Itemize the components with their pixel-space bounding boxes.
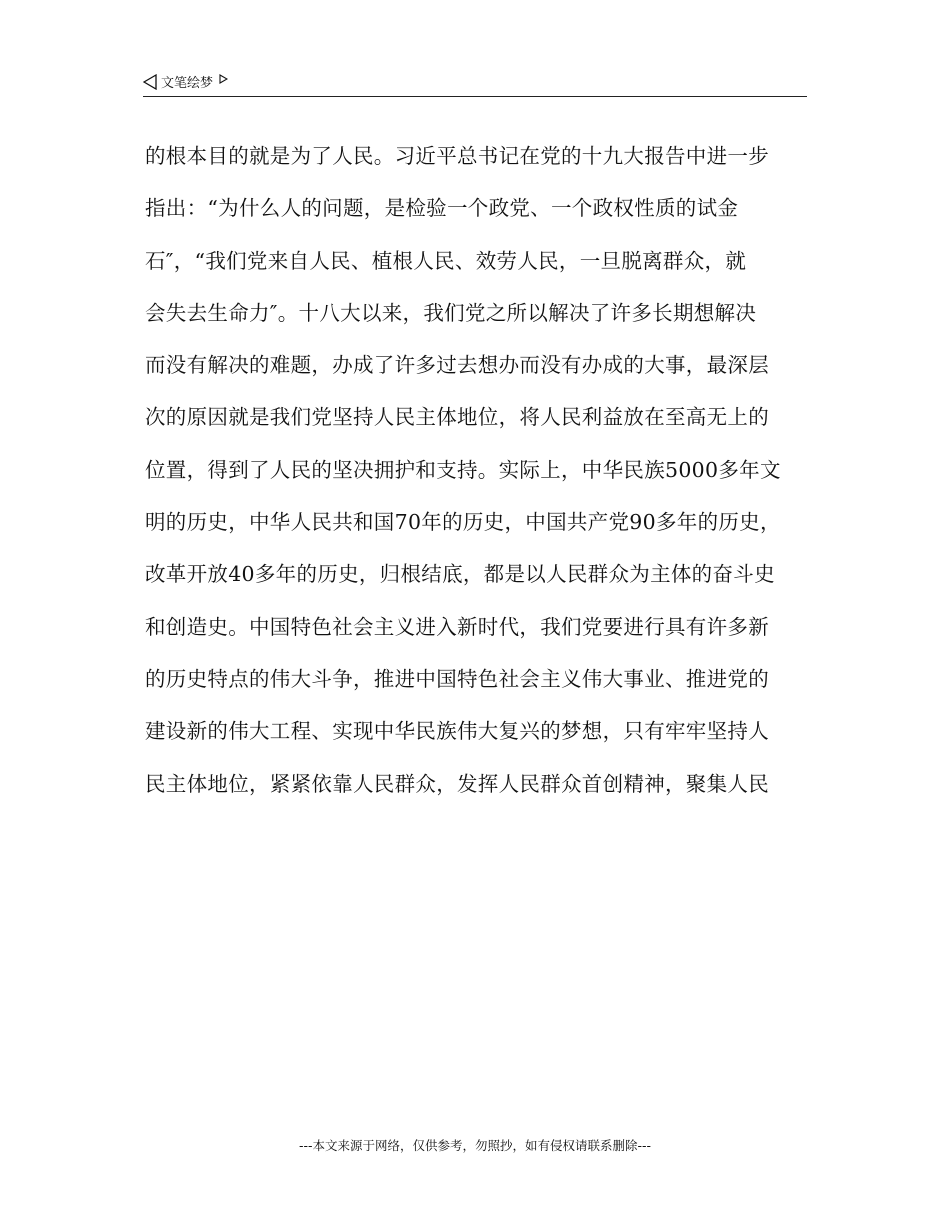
- text-line: 而没有解决的难题，办成了许多过去想办而没有办成的大事，最深层: [145, 353, 769, 378]
- text-line: 民主体地位，紧紧依靠人民群众，发挥人民群众首创精神，聚集人民: [145, 771, 769, 796]
- text-line: 会失去生命力″。十八大以来，我们党之所以解决了许多长期想解决: [145, 300, 757, 325]
- text-line: 指出：“为什么人的问题，是检验一个政党、一个政权性质的试金: [145, 196, 739, 221]
- header-title: 文笔绘梦: [161, 76, 214, 91]
- text-line: 和创造史。中国特色社会主义进入新时代，我们党要进行具有许多新: [145, 614, 769, 639]
- triangle-right-icon: [219, 74, 228, 84]
- text-line: 位置，得到了人民的坚决拥护和支持。实际上，中华民族5000多年文: [145, 457, 781, 482]
- text-line: 改革开放40多年的历史，归根结底，都是以人民群众为主体的奋斗史: [145, 562, 775, 587]
- body-paragraph: [145, 136, 807, 816]
- text-line: 石″，“我们党来自人民、植根人民、效劳人民，一旦脱离群众，就: [145, 248, 747, 273]
- header-brand: [143, 72, 228, 91]
- text-line: 明的历史，中华人民共和国70年的历史，中国共产党90多年的历史，: [145, 510, 781, 535]
- text-line: 次的原因就是我们党坚持人民主体地位，将人民利益放在至高无上的: [145, 405, 769, 430]
- text-line: 建设新的伟大工程、实现中华民族伟大复兴的梦想，只有牢牢坚持人: [145, 719, 769, 744]
- text-line: 的历史特点的伟大斗争，推进中国特色社会主义伟大事业、推进党的: [145, 666, 769, 691]
- text-line: 的根本目的就是为了人民。习近平总书记在党的十九大报告中进一步: [145, 144, 769, 168]
- triangle-left-icon: [143, 74, 157, 90]
- page-footer: ---本文来源于网络，仅供参考，勿照抄，如有侵权请联系删除---: [298, 1138, 652, 1153]
- page-header: [143, 70, 807, 97]
